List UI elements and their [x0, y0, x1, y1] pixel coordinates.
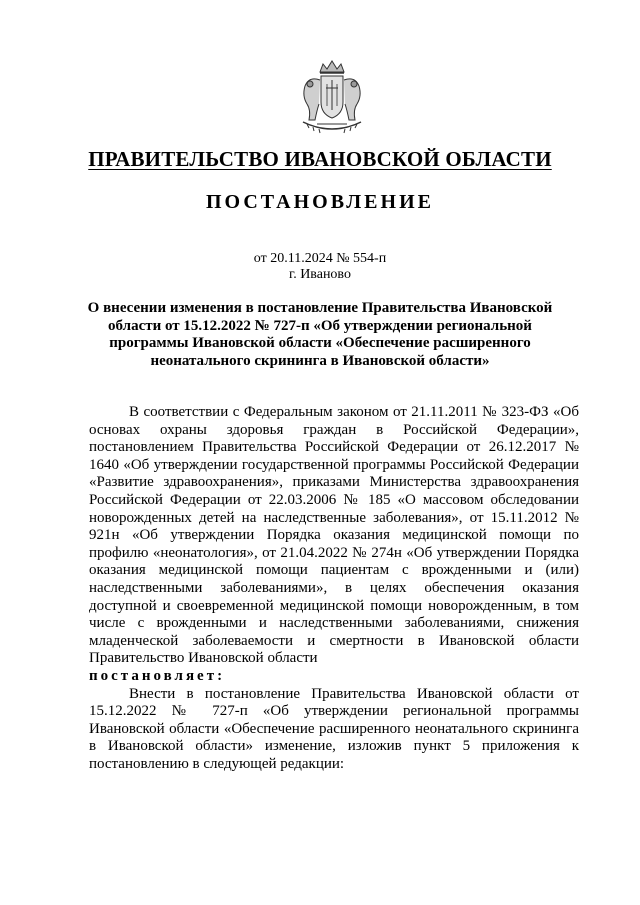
document-city: г. Иваново	[289, 267, 351, 282]
document-subject: О внесении изменения в постановление Правительства Ивановской области от 15.12.2022 № 727-п «Об утверждении региональной программы Ивановской области «Обеспечение расширенного неонатального скрининга в Ивановской области»	[87, 300, 553, 369]
body-paragraph-preamble: В соответствии с Федеральным законом от 21.11.2011 № 323-ФЗ «Об основах охраны здоровья граждан в Российской Федерации», постановлением Правительства Российской Федерации от 26.12.2017 № 1640 «Об утверждении государственной программы Российской Федерации «Развитие здравоохранения», приказами Министерства здравоохранения Российской Федерации от 22.03.2006 № 185 «О массовом обследовании новорожденных детей на наследственные заболевания», от 15.11.2012 № 921н «Об утверждении Порядка оказания медицинской помощи по профилю «неонатология», от 21.04.2022 № 274н «Об утверждении Порядка оказания медицинской помощи пациентам с врожденными и (или) наследственными заболеваниями», в целях обеспечения оказания доступной и своевременной медицинской помощи новорожденным, в том числе с врожденными и наследственными заболеваниями, снижения младенческой заболеваемости и смертности в Ивановской области Правительство Ивановской области	[89, 404, 579, 667]
government-title: ПРАВИТЕЛЬСТВО ИВАНОВСКОЙ ОБЛАСТИ	[88, 147, 552, 171]
body-paragraph-amendment: Внести в постановление Правительства Ивановской области от 15.12.2022 № 727-п «Об утверждении региональной программы Ивановской области «Обеспечение расширенного неонатального скрининга в Ивановской области» изменение, изложив пункт 5 приложения к постановлению в следующей редакции:	[89, 685, 579, 772]
decree-word: постановляет:	[89, 667, 226, 684]
document-type: ПОСТАНОВЛЕНИЕ	[206, 191, 434, 213]
coat-of-arms-icon	[293, 58, 371, 138]
document-body	[89, 404, 579, 773]
document-date-number: от 20.11.2024 № 554-п	[253, 251, 387, 266]
